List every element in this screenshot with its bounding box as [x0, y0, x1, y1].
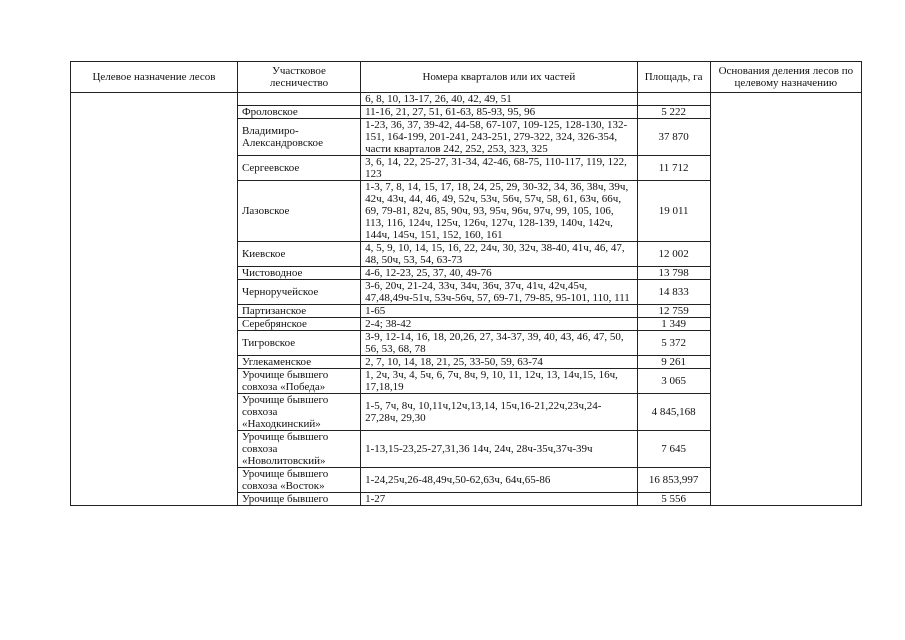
- quarters-cell: 1-5, 7ч, 8ч, 10,11ч,12ч,13,14, 15ч,16-21,22ч,23ч,24-27,28ч, 29,30: [361, 394, 638, 431]
- forestry-cell: Серебрянское: [237, 318, 360, 331]
- forestry-cell: Киевское: [237, 242, 360, 267]
- area-cell: 37 870: [637, 119, 710, 156]
- quarters-cell: 1-24,25ч,26-48,49ч,50-62,63ч, 64ч,65-86: [361, 468, 638, 493]
- area-cell: [637, 93, 710, 106]
- area-cell: 12 002: [637, 242, 710, 267]
- quarters-cell: 1-13,15-23,25-27,31,36 14ч, 24ч, 28ч-35ч,37ч-39ч: [361, 431, 638, 468]
- quarters-cell: 1-23, 36, 37, 39-42, 44-58, 67-107, 109-125, 128-130, 132-151, 164-199, 201-241, 243-251, 279-322, 324, 326-354, части кварталов 242, 252, 253, 323, 325: [361, 119, 638, 156]
- forestry-cell: [237, 93, 360, 106]
- header-purpose: Целевое назначение лесов: [71, 62, 238, 93]
- forestry-cell: Тигровское: [237, 331, 360, 356]
- quarters-cell: 4, 5, 9, 10, 14, 15, 16, 22, 24ч, 30, 32ч, 38-40, 41ч, 46, 47, 48, 50ч, 53, 54, 63-73: [361, 242, 638, 267]
- header-basis: Основания деления лесов по целевому назначению: [710, 62, 861, 93]
- area-cell: 5 372: [637, 331, 710, 356]
- forestry-cell: Сергеевское: [237, 156, 360, 181]
- forestry-cell: Урочище бывшего: [237, 493, 360, 506]
- quarters-cell: 11-16, 21, 27, 51, 61-63, 85-93, 95, 96: [361, 106, 638, 119]
- quarters-cell: 4-6, 12-23, 25, 37, 40, 49-76: [361, 267, 638, 280]
- quarters-cell: 1-3, 7, 8, 14, 15, 17, 18, 24, 25, 29, 30-32, 34, 36, 38ч, 39ч, 42ч, 43ч, 44, 46, 49, 52ч, 53ч, 56ч, 57ч, 58, 61, 63ч, 66ч, 69, 79-81, 82ч, 85, 90ч, 93, 95ч, 96ч, 97ч, 99, 105, 106, 113, 116, 124ч, 125ч, 126ч, 127ч, 128-139, 140ч, 142ч, 144ч, 145ч, 151, 152, 160, 161: [361, 181, 638, 242]
- quarters-cell: 1-27: [361, 493, 638, 506]
- area-cell: 5 222: [637, 106, 710, 119]
- forestry-cell: Урочище бывшего совхоза «Находкинский»: [237, 394, 360, 431]
- header-area: Площадь, га: [637, 62, 710, 93]
- quarters-cell: 2-4; 38-42: [361, 318, 638, 331]
- area-cell: 19 011: [637, 181, 710, 242]
- table-header-row: [71, 62, 862, 93]
- area-cell: 5 556: [637, 493, 710, 506]
- forestry-cell: Урочище бывшего совхоза «Новолитовский»: [237, 431, 360, 468]
- forestry-cell: Партизанское: [237, 305, 360, 318]
- forestry-cell: Урочище бывшего совхоза «Победа»: [237, 369, 360, 394]
- area-cell: 12 759: [637, 305, 710, 318]
- header-quarters: Номера кварталов или их частей: [361, 62, 638, 93]
- forestry-cell: Черноручейское: [237, 280, 360, 305]
- quarters-cell: 3, 6, 14, 22, 25-27, 31-34, 42-46, 68-75, 110-117, 119, 122, 123: [361, 156, 638, 181]
- forestry-cell: Чистоводное: [237, 267, 360, 280]
- quarters-cell: 6, 8, 10, 13-17, 26, 40, 42, 49, 51: [361, 93, 638, 106]
- quarters-cell: 3-6, 20ч, 21-24, 33ч, 34ч, 36ч, 37ч, 41ч, 42ч,45ч, 47,48,49ч-51ч, 53ч-56ч, 57, 69-71, 79-85, 95-101, 110, 111: [361, 280, 638, 305]
- forestry-cell: Лазовское: [237, 181, 360, 242]
- area-cell: 4 845,168: [637, 394, 710, 431]
- forestry-cell: Фроловское: [237, 106, 360, 119]
- area-cell: 13 798: [637, 267, 710, 280]
- area-cell: 1 349: [637, 318, 710, 331]
- forestry-cell: Урочище бывшего совхоза «Восток»: [237, 468, 360, 493]
- area-cell: 11 712: [637, 156, 710, 181]
- area-cell: 3 065: [637, 369, 710, 394]
- forestry-cell: Углекаменское: [237, 356, 360, 369]
- area-cell: 16 853,997: [637, 468, 710, 493]
- table-row: [71, 93, 862, 106]
- forestry-cell: Владимиро-Александровское: [237, 119, 360, 156]
- quarters-cell: 3-9, 12-14, 16, 18, 20,26, 27, 34-37, 39, 40, 43, 46, 47, 50, 56, 53, 68, 78: [361, 331, 638, 356]
- area-cell: 7 645: [637, 431, 710, 468]
- quarters-cell: 2, 7, 10, 14, 18, 21, 25, 33-50, 59, 63-74: [361, 356, 638, 369]
- forest-purpose-table: [70, 61, 862, 506]
- area-cell: 14 833: [637, 280, 710, 305]
- purpose-cell: [71, 93, 238, 506]
- quarters-cell: 1, 2ч, 3ч, 4, 5ч, 6, 7ч, 8ч, 9, 10, 11, 12ч, 13, 14ч,15, 16ч, 17,18,19: [361, 369, 638, 394]
- quarters-cell: 1-65: [361, 305, 638, 318]
- header-forestry: Участковое лесничество: [237, 62, 360, 93]
- area-cell: 9 261: [637, 356, 710, 369]
- basis-cell: [710, 93, 861, 506]
